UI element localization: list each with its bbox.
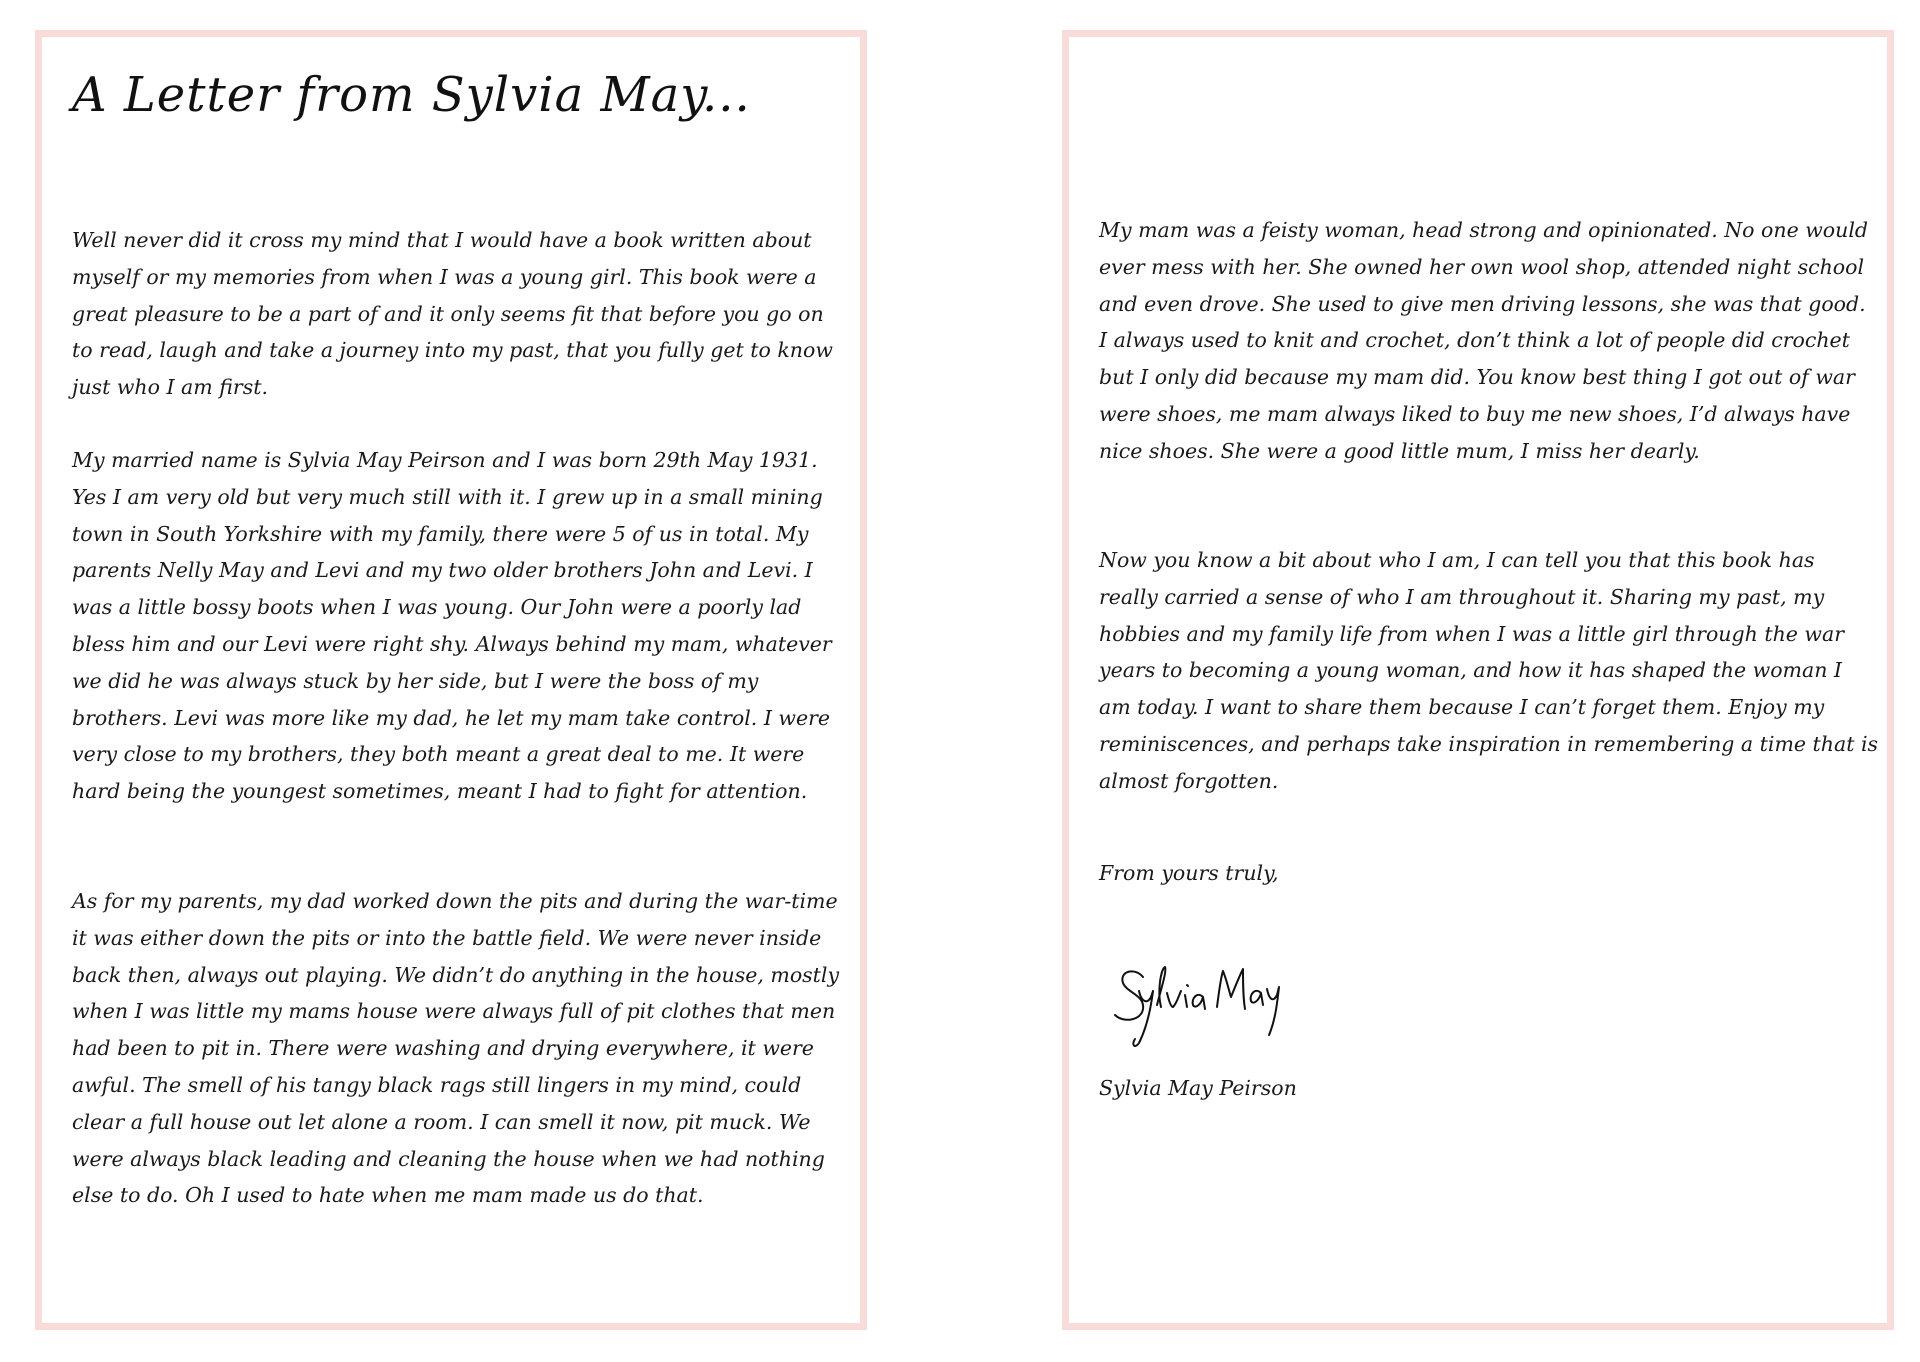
printed-name: Sylvia May Peirson <box>1099 1076 1297 1100</box>
closing-line: From yours truly, <box>1099 861 1279 885</box>
paragraph-parents: As for my parents, my dad worked down the pits and during the war-time it was either down the pits or into the battle field. We were never inside back then, always out playing. We didn’t do anything in the house, mostly when I was little my mams house were always full of pit clothes that men had been to pit in. There were washing and drying everywhere, it were awful. The smell of his tangy black rags still lingers in my mind, could clear a full house out let alone a room. I can smell it now, pit muck. We were always black leading and cleaning the house when we had nothing else to do. Oh I used to hate when me mam made us do that. <box>72 889 840 1208</box>
paragraph-about-book: Now you know a bit about who I am, I can tell you that this book has really carried a sense of who I am throughout it. Sharing my past, my hobbies and my family life from when I was a little girl through the war years to becoming a young woman, and how it has shaped the woman I am today. I want to share them because I can’t forget them. Enjoy my reminiscences, and perhaps take inspiration in remembering a time that is almost forgotten. <box>1099 548 1879 793</box>
paragraph-intro: Well never did it cross my mind that I would have a book written about myself or my memories from when I was a young girl. This book were a great pleasure to be a part of and it only seems fit that before you go on to read, laugh and take a journey into my past, that you fully get to know just who I am first. <box>72 228 833 400</box>
paragraph-family: My married name is Sylvia May Peirson and I was born 29th May 1931. Yes I am very old but very much still with it. I grew up in a small mining town in South Yorkshire with my family, there were 5 of us in total. My parents Nelly May and Levi and my two older brothers John and Levi. I was a little bossy boots when I was young. Our John were a poorly lad bless him and our Levi were right shy. Always behind my mam, whatever we did he was always stuck by her side, but I were the boss of my brothers. Levi was more like my dad, he let my mam take control. I were very close to my brothers, they both meant a great deal to me. It were hard being the youngest sometimes, meant I had to fight for attention. <box>72 448 832 804</box>
right-page <box>1062 30 1894 1330</box>
left-page <box>35 30 867 1330</box>
paragraph-mam: My mam was a feisty woman, head strong and opinionated. No one would ever mess with her. She owned her own wool shop, attended night school and even drove. She used to give men driving lessons, she was that good. I always used to knit and crochet, don’t think a lot of people did crochet but I only did because my mam did. You know best thing I got out of war were shoes, me mam always liked to buy me new shoes, I’d always have nice shoes. She were a good little mum, I miss her dearly. <box>1099 218 1869 463</box>
letter-title: A Letter from Sylvia May... <box>72 67 751 123</box>
handwritten-signature <box>1109 947 1299 1057</box>
